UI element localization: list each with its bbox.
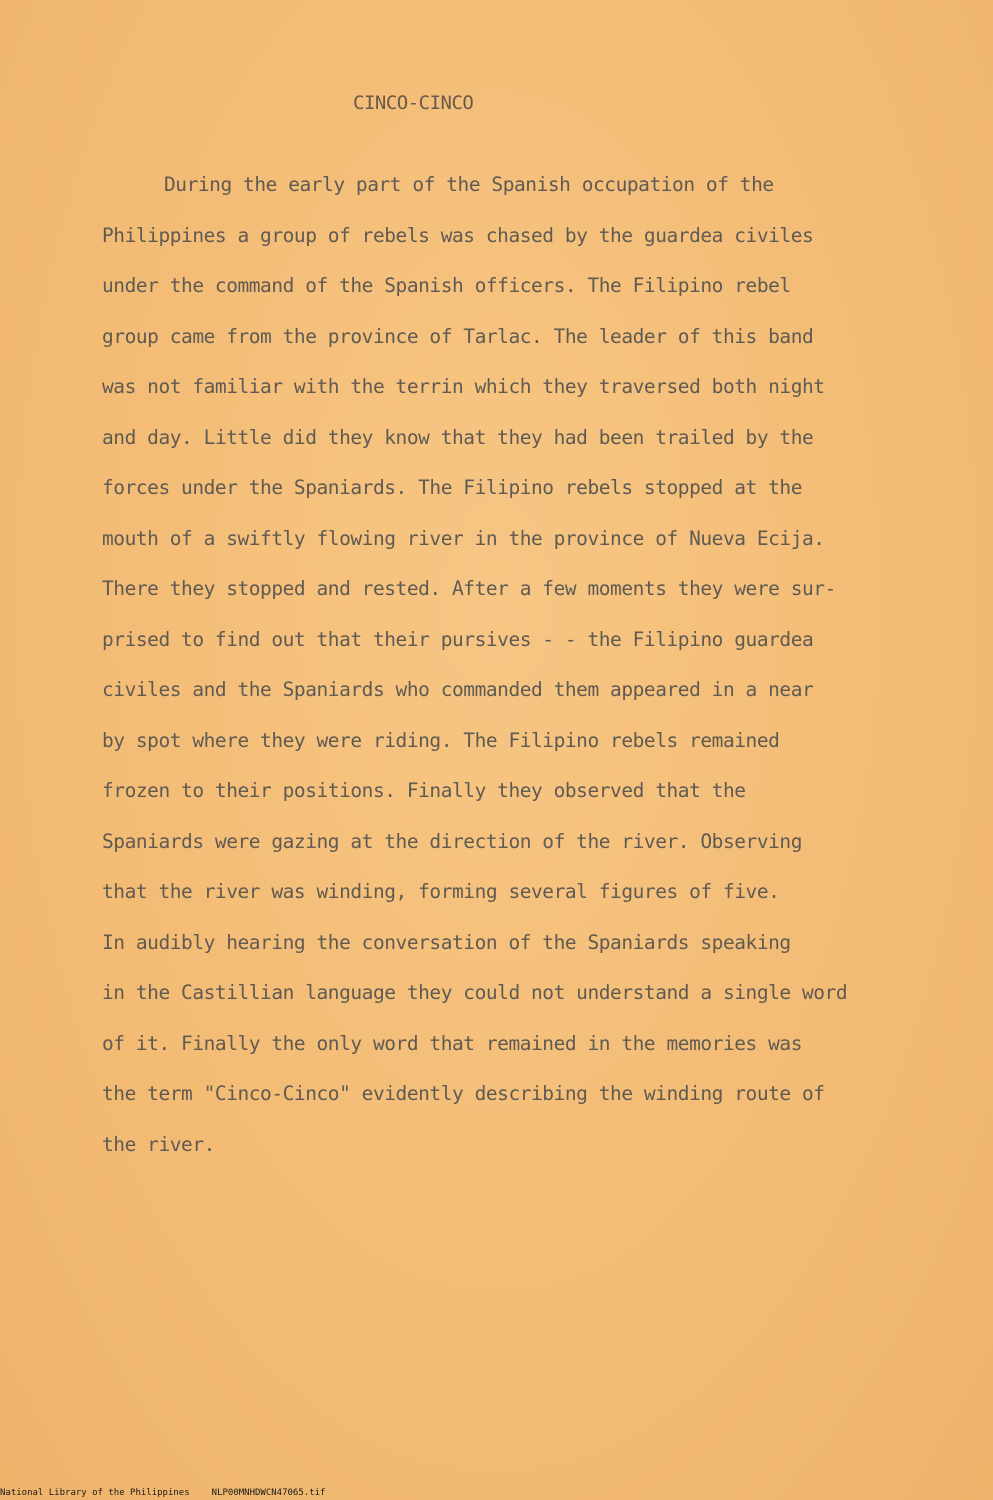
- scan-filename: NLP00MNHDWCN47065.tif: [211, 1488, 326, 1498]
- text-line: the river.: [102, 1132, 215, 1156]
- scan-footer: [0, 1486, 325, 1500]
- library-credit: National Library of the Philippines: [0, 1488, 190, 1498]
- text-line: under the command of the Spanish officers. The Filipino rebel: [102, 274, 791, 297]
- text-line: frozen to their positions. Finally they observed that the: [102, 779, 746, 802]
- text-line: the term "Cinco-Cinco" evidently describing the winding route of: [102, 1082, 825, 1105]
- text-line: that the river was winding, forming several figures of five.: [102, 880, 780, 903]
- text-line: There they stopped and rested. After a few moments they were sur-: [102, 577, 836, 600]
- text-line: forces under the Spaniards. The Filipino rebels stopped at the: [102, 476, 802, 499]
- text-line: During the early part of the Spanish occupation of the: [164, 173, 774, 196]
- text-line: of it. Finally the only word that remained in the memories was: [102, 1031, 802, 1055]
- text-line: prised to find out that their pursives - - the Filipino guardea: [102, 627, 814, 651]
- text-line: was not familiar with the terrin which they traversed both night: [102, 375, 825, 398]
- text-line: Philippines a group of rebels was chased by the guardea civiles: [102, 223, 814, 247]
- text-line: In audibly hearing the conversation of the Spaniards speaking: [102, 930, 791, 954]
- text-line: mouth of a swiftly flowing river in the province of Nueva Ecija.: [102, 526, 825, 550]
- document-title: CINCO-CINCO: [353, 92, 474, 114]
- document-body: [102, 166, 932, 1176]
- text-line: group came from the province of Tarlac. The leader of this band: [102, 324, 814, 348]
- text-line: in the Castillian language they could not understand a single word: [102, 981, 848, 1004]
- text-line: by spot where they were riding. The Filipino rebels remained: [102, 728, 780, 752]
- text-line: and day. Little did they know that they had been trailed by the: [102, 425, 814, 449]
- text-line: Spaniards were gazing at the direction of the river. Observing: [102, 829, 802, 853]
- text-line: civiles and the Spaniards who commanded them appeared in a near: [102, 678, 814, 701]
